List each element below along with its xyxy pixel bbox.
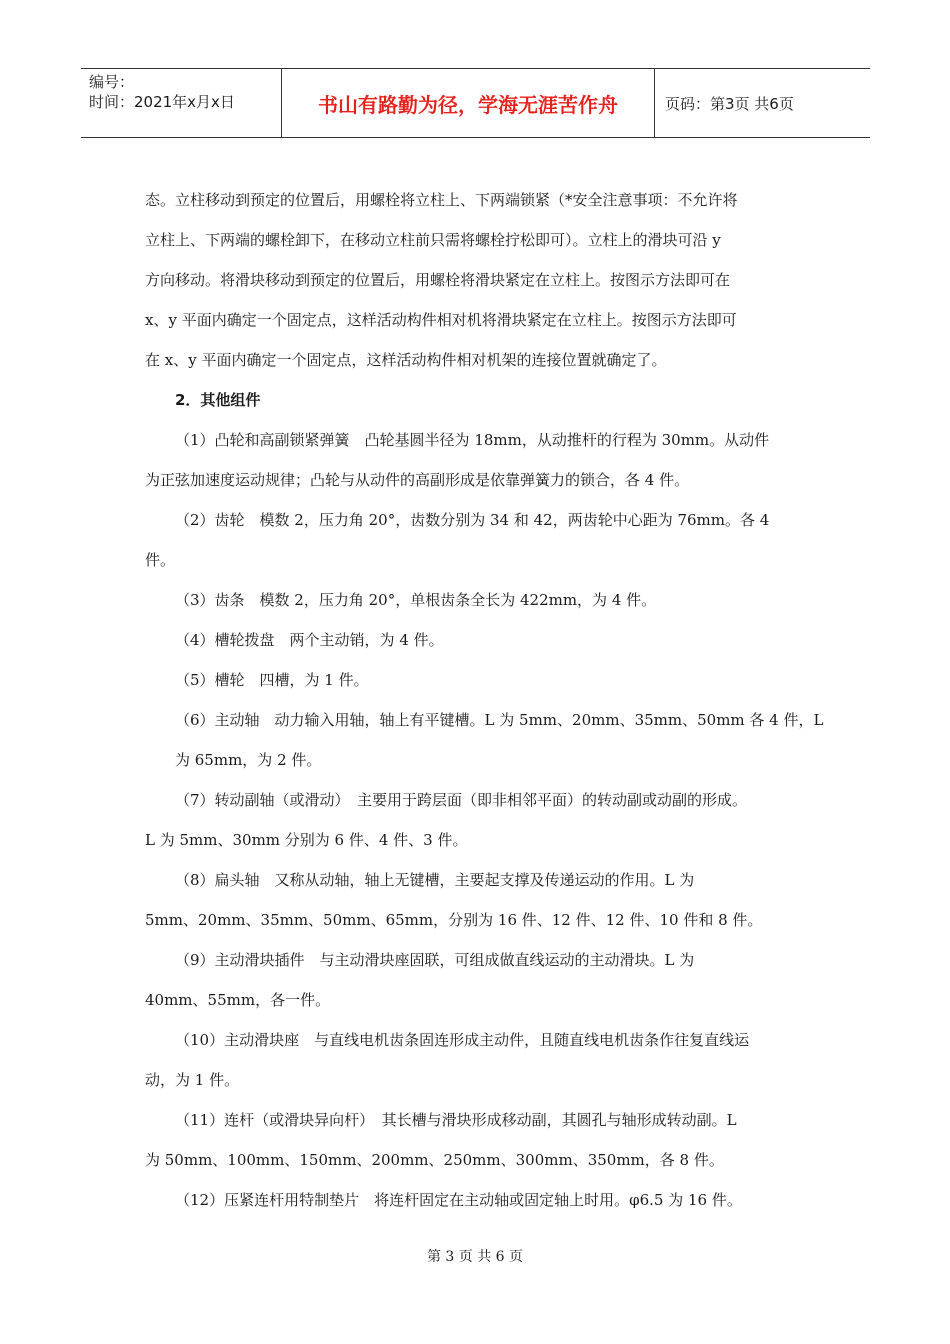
page-header: [81, 68, 870, 138]
component-item: （4）槽轮拨盘 两个主动销，为 4 件。: [175, 631, 444, 649]
component-item: （5）槽轮 四槽，为 1 件。: [175, 671, 369, 689]
component-item-cont: 件。: [145, 551, 176, 569]
body-line: 在 x、y 平面内确定一个固定点，这样活动构件相对机架的连接位置就确定了。: [145, 351, 667, 369]
document-date: 时间：2021年x月x日: [89, 93, 235, 111]
header-motto: 书山有路勤为径，学海无涯苦作舟: [282, 69, 655, 137]
header-info-cell: [81, 69, 282, 137]
page-footer: 第 3 页 共 6 页: [426, 1249, 524, 1265]
component-item-cont: 40mm、55mm，各一件。: [145, 991, 331, 1009]
component-item: （2）齿轮 模数 2，压力角 20°，齿数分别为 34 和 42，两齿轮中心距为 76mm。各 4: [175, 511, 770, 529]
component-item-cont: 为正弦加速度运动规律；凸轮与从动件的高副形成是依靠弹簧力的锁合，各 4 件。: [145, 471, 690, 489]
section-heading: 2．其他组件: [175, 391, 261, 409]
component-item-cont: 为 65mm，为 2 件。: [175, 751, 322, 769]
component-item-cont: L 为 5mm、30mm 分别为 6 件、4 件、3 件。: [145, 831, 468, 849]
body-line: 态。立柱移动到预定的位置后，用螺栓将立柱上、下两端锁紧（*安全注意事项：不允许将: [145, 191, 738, 209]
document-number: 编号：: [89, 73, 135, 91]
document-body: [145, 180, 824, 1220]
component-item: （9）主动滑块插件 与主动滑块座固联，可组成做直线运动的主动滑块。L 为: [175, 951, 695, 969]
component-item: （7）转动副轴（或滑动） 主要用于跨层面（即非相邻平面）的转动副或动副的形成。: [175, 791, 748, 809]
component-item-cont: 5mm、20mm、35mm、50mm、65mm，分别为 16 件、12 件、12 件、10 件和 8 件。: [145, 911, 763, 929]
component-item: （12）压紧连杆用特制垫片 将连杆固定在主动轴或固定轴上时用。φ6.5 为 16 件。: [175, 1191, 742, 1209]
component-item-cont: 为 50mm、100mm、150mm、200mm、250mm、300mm、350mm，各 8 件。: [145, 1151, 724, 1169]
component-item: （10）主动滑块座 与直线电机齿条固连形成主动件，且随直线电机齿条作往复直线运: [175, 1031, 750, 1049]
body-line: 方向移动。将滑块移动到预定的位置后，用螺栓将滑块紧定在立柱上。按图示方法即可在: [145, 271, 731, 289]
component-item: （1）凸轮和高副锁紧弹簧 凸轮基圆半径为 18mm，从动推杆的行程为 30mm。从动件: [175, 431, 770, 449]
header-page-number: 页码：第3页 共6页: [665, 94, 794, 113]
component-item: （11）连杆（或滑块异向杆） 其长槽与滑块形成移动副，其圆孔与轴形成转动副。L: [175, 1111, 737, 1129]
component-item: （8）扁头轴 又称从动轴，轴上无键槽，主要起支撑及传递运动的作用。L 为: [175, 871, 695, 889]
component-item: （6）主动轴 动力输入用轴，轴上有平键槽。L 为 5mm、20mm、35mm、50mm 各 4 件，L: [175, 711, 824, 729]
component-item-cont: 动，为 1 件。: [145, 1071, 240, 1089]
body-line: x、y 平面内确定一个固定点，这样活动构件相对机将滑块紧定在立柱上。按图示方法即可: [145, 311, 737, 329]
component-item: （3）齿条 模数 2，压力角 20°，单根齿条全长为 422mm，为 4 件。: [175, 591, 657, 609]
body-line: 立柱上、下两端的螺栓卸下，在移动立柱前只需将螺栓拧松即可）。立柱上的滑块可沿 y: [145, 231, 721, 249]
